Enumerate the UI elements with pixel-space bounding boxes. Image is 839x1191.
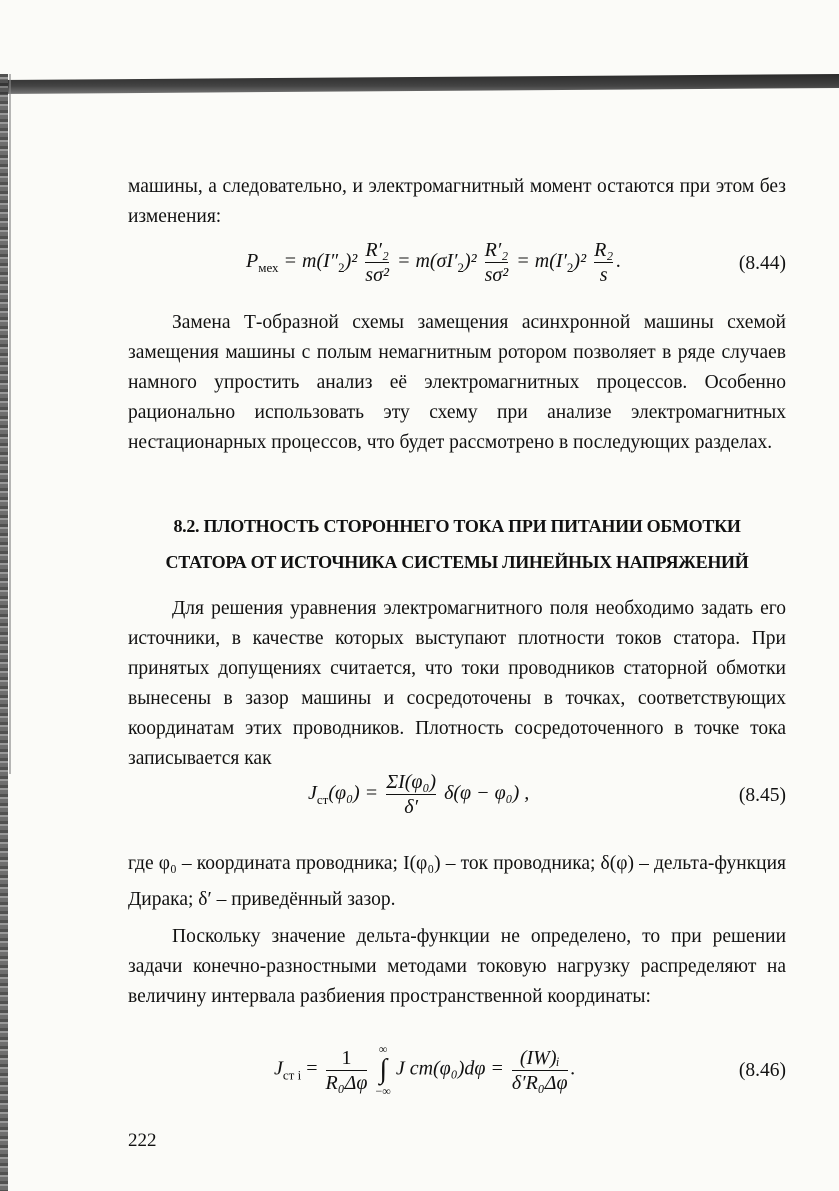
equation-number: (8.46)	[738, 1060, 786, 1081]
page-number: 222	[128, 1130, 157, 1151]
eq-frac1: $\frac{1}{\text{R₀Δφ}}$	[325, 1046, 368, 1094]
paragraph-3-text: Для решения уравнения электромагнитного поля необходимо задать его источники, в качестве которых выступают плотности токов статора. При принятых допущениях считается, что токи проводников статорной обмотки вынесены в зазор машины и сосредоточены в точках, соответствующих координатам этих проводников. Плотность сосредоточенного в точке тока записывается как	[128, 598, 786, 769]
section-heading	[128, 508, 786, 580]
paragraph-5	[128, 922, 786, 1012]
eq-term2-post: )²	[463, 250, 477, 273]
eq-frac2: $\frac{\text{(IW)ᵢ}}{\text{δ′R₀Δφ}}$	[511, 1046, 568, 1094]
equation-8-46	[128, 1042, 786, 1122]
eq-lhs: P	[246, 250, 259, 273]
eq-term1-post: )²	[344, 250, 358, 273]
paragraph-3	[128, 594, 786, 774]
equation-8-44	[128, 238, 786, 298]
scan-left-edge	[0, 74, 8, 1191]
eq-term1-pre: = m(I″	[283, 250, 339, 273]
eq-term3-post: )²	[573, 250, 587, 273]
eq-frac3: $\frac{\text{R₂}}{s}$	[594, 239, 614, 286]
paragraph-1-text: машины, а следовательно, и электромагнитный момент остаются при этом без изменения:	[128, 176, 786, 227]
section-heading-line-2: СТАТОРА ОТ ИСТОЧНИКА СИСТЕМЫ ЛИНЕЙНЫХ НАПРЯЖЕНИЙ	[165, 552, 749, 572]
paragraph-5-text: Поскольку значение дельта-функции не определено, то при решении задачи конечно-разностными методами токовую нагрузку распределяют на величину интервала разбиения пространственной координаты:	[128, 926, 786, 1007]
equation-number: (8.44)	[738, 253, 786, 274]
eq-term2-pre: = m(σI′	[396, 250, 458, 273]
eq-frac1: $\frac{\text{R′₂}}{\text{sσ²}}$	[365, 239, 389, 286]
equation-8-45-formula: $J_{ст}(\varphi_0)$ = $\frac{\text{ΣI(φ₀)}}{\delta'}$ δ(φ − φ₀) ,	[308, 771, 530, 818]
eq-term3-pre: = m(I′	[516, 250, 567, 273]
equation-8-46-formula: $J_{ст i}$ = $\frac{1}{\text{R₀Δφ}}$ ∞ ∫ −∞ J ст(φ₀)dφ = $\frac{\text{(IW)ᵢ}}{\text{δ′R₀Δφ}}$ .	[274, 1042, 576, 1098]
eq-frac: $\frac{\text{ΣI(φ₀)}}{\delta'}$	[386, 771, 437, 818]
equation-8-45	[128, 770, 786, 830]
paragraph-4	[128, 846, 786, 918]
eq-lhs-sub: мех	[258, 260, 279, 276]
scan-left-edge-line	[9, 74, 11, 774]
scan-top-bar	[0, 74, 839, 94]
paragraph-2-text: Замена Т-образной схемы замещения асинхронной машины схемой замещения машины с полым немагнитным ротором позволяет в ряде случаев намного упростить анализ её электромагнитных процессов. Особенно рационально использовать эту схему при анализе электромагнитных нестационарных процессов, что будет рассмотрено в последующих разделах.	[128, 312, 786, 453]
equation-number: (8.45)	[738, 785, 786, 806]
paragraph-4-text: где φ₀ – координата проводника; I(φ₀) – ток проводника; δ(φ) – дельта-функция Дирака; δ′ – приведённый зазор.	[128, 853, 786, 910]
eq-frac2: $\frac{\text{R′₂}}{\text{sσ²}}$	[484, 239, 509, 286]
section-heading-line-1: 8.2. ПЛОТНОСТЬ СТОРОННЕГО ТОКА ПРИ ПИТАНИИ ОБМОТКИ	[173, 516, 741, 536]
equation-8-44-formula: $P_{мех} = m(I''_2)^2$ $\frac{\text{R′₂}}{\text{sσ²}}$ = $m(\sigma I'_2)^2$ $\frac{\text{R′₂}}{\text{sσ²}}$ = $m(I'_2)^2$ $\frac{\text{R₂}}{s}$ .	[246, 239, 622, 286]
paragraph-1	[128, 172, 786, 232]
paragraph-2	[128, 308, 786, 458]
eq-integral: ∞ ∫ −∞	[375, 1042, 391, 1098]
